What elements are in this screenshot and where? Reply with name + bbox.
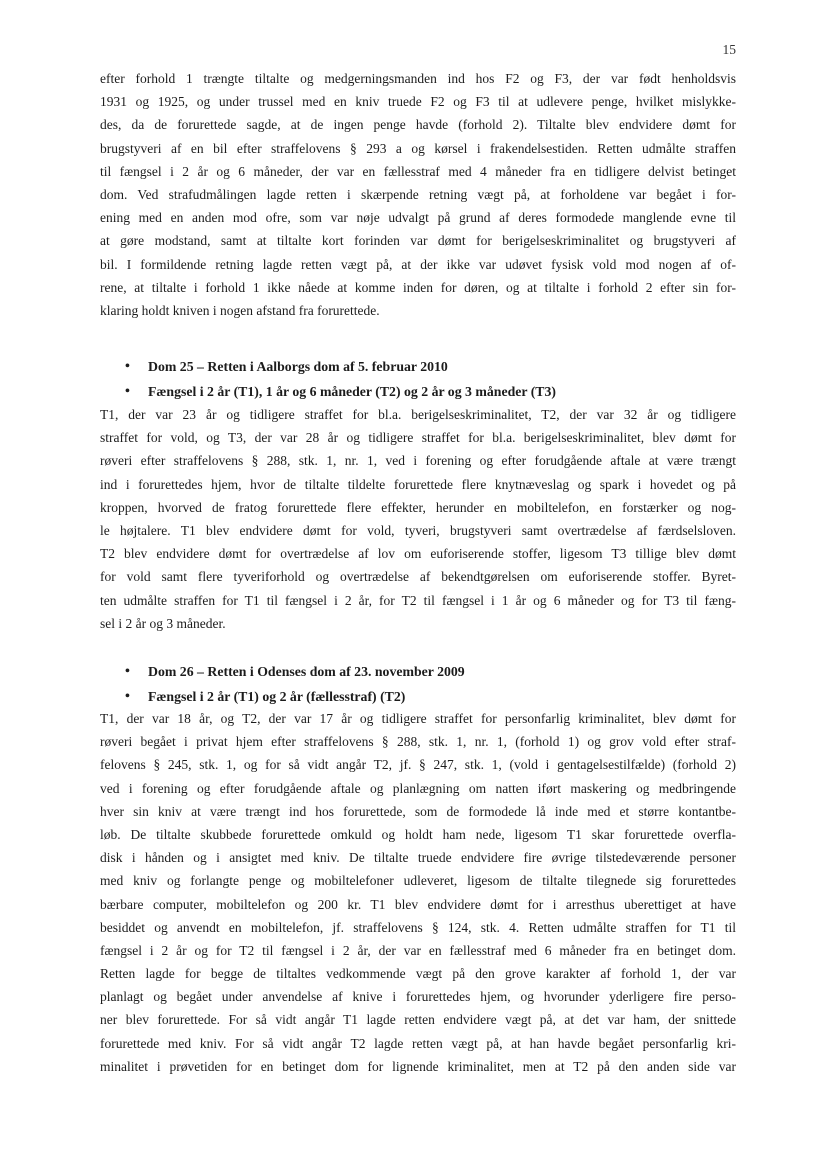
text-line: minalitet i prøvetiden for en betinget dom for lignende kriminalitet, men at T2 på den anden side var xyxy=(100,1058,736,1074)
text-line: T1, der var 23 år og tidligere straffet for bl.a. berigelseskriminalitet, T2, der var 32 år og tidligere xyxy=(100,407,736,422)
heading-text: Dom 26 – Retten i Odenses dom af 23. november 2009 xyxy=(148,663,465,679)
page-number: 15 xyxy=(722,42,736,57)
heading-text: Dom 25 – Retten i Aalborgs dom af 5. februar 2010 xyxy=(148,358,448,374)
text-line: klaring holdt kniven i nogen afstand fra forurettede. xyxy=(100,302,380,318)
text-line: le højtalere. T1 blev endvidere dømt for vold, tyveri, brugstyveri samt overtrædelse af færdselsloven. xyxy=(100,522,736,538)
text-line: T2 blev endvidere dømt for overtrædelse af lov om euforiserende stoffer, ligesom T3 tillige blev dømt xyxy=(100,546,736,562)
dom-26-heading-list xyxy=(125,659,736,710)
text-line: Retten lagde for begge de tiltaltes vedkommende vægt på den grove karakter af forhold 1, der var xyxy=(100,966,736,982)
text-line: forurettede med kniv. For så vidt angår T2 lagde retten vægt på, at han havde begået personfarlig kri- xyxy=(100,1035,736,1051)
text-line: efter forhold 1 trængte tiltalte og medgerningsmanden ind hos F2 og F3, der var født henholdsvis xyxy=(100,71,736,86)
text-line: ner blev forurettede. For så vidt angår T1 lagde retten endvidere vægt på, at det var ham, der snittede xyxy=(100,1012,736,1028)
text-line: felovens § 245, stk. 1, og for så vidt angår T2, jf. § 247, stk. 1, (vold i gentagelsestilfælde) (forhold 2) xyxy=(100,757,736,773)
text-line: straffet for vold, og T3, der var 28 år og tidligere straffet for bl.a. berigelseskriminalitet, blev dømt for xyxy=(100,430,736,446)
bullet-icon: • xyxy=(125,663,130,679)
dom-26-body xyxy=(100,707,736,1078)
dom-25-heading-list xyxy=(125,354,736,405)
text-line: fængsel i 2 år og for T2 til fængsel i 2 år, der var en fællesstraf med 6 måneder fra en betinget dom. xyxy=(100,942,736,958)
text-line: bil. I formildende retning lagde retten vægt på, at der ikke var udøvet fysisk vold mod nogen af of- xyxy=(100,256,736,272)
text-line: 1931 og 1925, og under trussel med en kniv truede F2 og F3 til at udlevere penge, hvilket mislykke- xyxy=(100,94,736,110)
text-line: at gøre modstand, samt at tiltalte kort forinden var dømt for berigelseskriminalitet og brugstyveri af xyxy=(100,233,736,249)
text-line: planlagt og begået under anvendelse af knive i forurettedes hjem, og hvorunder yderligere fire perso- xyxy=(100,989,736,1005)
text-line: røveri begået i privat hjem efter straffelovens § 288, stk. 1, nr. 1, (forhold 1) og grov vold efter straf- xyxy=(100,734,736,750)
text-line: med kniv og forlangte penge og mobiltelefoner udleveret, ligesom de tiltalte tilegnede sig forurettedes xyxy=(100,873,736,889)
text-line: des, da de forurettede sagde, at de ingen penge havde (forhold 2). Tiltalte blev endvidere dømt for xyxy=(100,117,736,133)
dom-26-heading xyxy=(125,659,736,685)
text-line: bærbare computer, mobiltelefon og 200 kr. T1 blev endvidere dømt for i arresthus uberettiget at have xyxy=(100,896,736,912)
paragraph-continuation xyxy=(100,67,736,322)
text-line: ind i forurettedes hjem, hvor de tiltalte tildelte forurettede flere knytnæveslag og spark i hovedet og på xyxy=(100,476,736,492)
dom-25-heading xyxy=(125,354,736,380)
text-line: ten udmålte straffen for T1 til fængsel i 2 år, for T2 til fængsel i 1 år og 6 måneder og for T3 til fæng- xyxy=(100,592,736,608)
text-line: løb. De tiltalte skubbede forurettede omkuld og holdt ham nede, ligesom T1 skar forurettede overfla- xyxy=(100,826,736,842)
text-line: brugstyveri af en bil efter straffelovens § 293 a og kørsel i frakendelsestiden. Retten udmålte straffen xyxy=(100,140,736,156)
text-line: ening med en anden mod ofre, som var nøje udvalgt på grund af deres formodede manglende evne til xyxy=(100,210,736,226)
dom-25-sentence xyxy=(125,380,736,406)
text-line: kroppen, hvorved de fratog forurettede flere effekter, herunder en mobiltelefon, en forstærker og nog- xyxy=(100,499,736,515)
text-line: hver sin kniv at være trængt ind hos forurettede, som de formodede lå inde med et større kontantbe- xyxy=(100,803,736,819)
text-line: for vold samt flere tyveriforhold og overtrædelse af bekendtgørelsen om euforiserende stoffer. Byret- xyxy=(100,569,736,585)
text-line: sel i 2 år og 3 måneder. xyxy=(100,615,226,631)
text-line: til fængsel i 2 år og 6 måneder, der var en fællesstraf med 4 måneder fra en tidligere delvist betinget xyxy=(100,163,736,179)
sentence-text: Fængsel i 2 år (T1), 1 år og 6 måneder (T2) og 2 år og 3 måneder (T3) xyxy=(148,384,556,400)
bullet-icon: • xyxy=(125,384,130,400)
text-line: disk i hånden og i ansigtet med kniv. De tiltalte truede endvidere fire øvrige tilstedeværende personer xyxy=(100,850,736,866)
text-line: besiddet og anvendt en mobiltelefon, jf. straffelovens § 124, stk. 4. Retten udmålte straffen for T1 til xyxy=(100,919,736,935)
text-line: ved i forening og efter forudgående aftale og planlægning om natten iført maskering og medbringende xyxy=(100,780,736,796)
bullet-icon: • xyxy=(125,689,130,705)
bullet-icon: • xyxy=(125,358,130,374)
dom-25-body xyxy=(100,403,736,635)
sentence-text: Fængsel i 2 år (T1) og 2 år (fællesstraf) (T2) xyxy=(148,689,406,705)
text-line: røveri efter straffelovens § 288, stk. 1, nr. 1, ved i forening og efter forudgående aftale at være trængt xyxy=(100,453,736,469)
text-line: T1, der var 18 år, og T2, der var 17 år og tidligere straffet for personfarlig kriminalitet, blev dømt for xyxy=(100,711,736,726)
text-line: dom. Ved strafudmålingen lagde retten i skærpende retning vægt på, at forholdene var begået i for- xyxy=(100,186,736,202)
text-line: rene, at tiltalte i forhold 1 ikke nåede at komme inden for døren, og at tiltalte i forhold 2 efter sin for- xyxy=(100,279,736,295)
